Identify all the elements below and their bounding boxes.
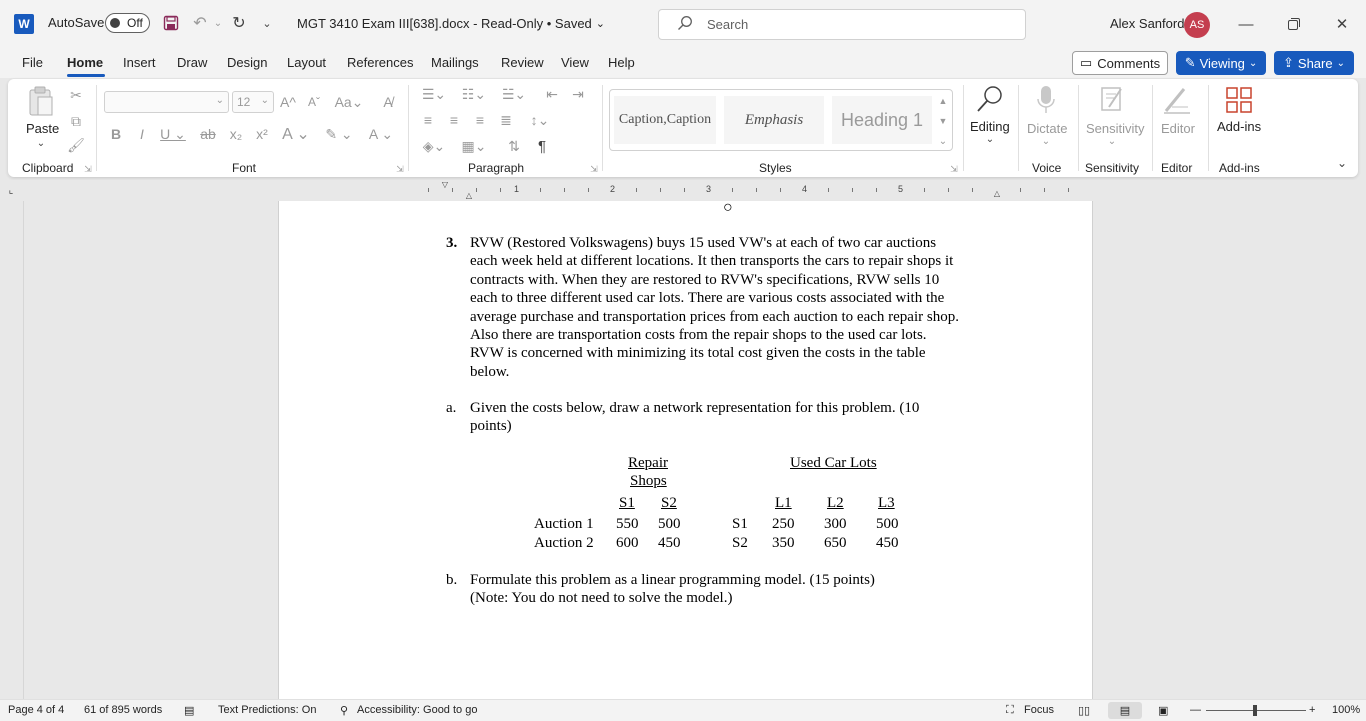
- table-cell: 450: [658, 535, 681, 551]
- ruler-tick: [732, 188, 733, 192]
- ruler-number: 2: [610, 184, 616, 194]
- customize-qat-icon[interactable]: ⌄: [262, 17, 272, 30]
- borders-icon[interactable]: ▦⌄: [461, 137, 487, 154]
- add-ins-icon[interactable]: [1224, 85, 1254, 115]
- ruler-tick: [1068, 188, 1069, 192]
- used-car-lots-heading: Used Car Lots: [790, 455, 877, 471]
- ruler-tick: [948, 188, 949, 192]
- restore-icon[interactable]: [1281, 12, 1307, 36]
- clear-formatting-icon[interactable]: A̸: [383, 94, 393, 110]
- style-emphasis[interactable]: Emphasis: [724, 96, 824, 144]
- repair-shops-heading: Shops: [630, 473, 667, 490]
- ruler-tick: [500, 188, 501, 192]
- pen-icon: ✎: [1184, 55, 1196, 70]
- table-cell: 500: [876, 516, 899, 532]
- part-a-line: Given the costs below, draw a network representation for this problem. (10: [470, 400, 920, 416]
- editor-icon[interactable]: [1162, 83, 1192, 117]
- accessibility-icon: ⚲: [340, 705, 349, 717]
- chevron-down-icon[interactable]: ⌄: [985, 133, 995, 145]
- ruler-tick: [828, 188, 829, 192]
- status-bar: [0, 699, 1366, 721]
- table-cell: 450: [876, 535, 899, 551]
- paragraph-group-label: Paragraph: [468, 161, 525, 175]
- read-mode-icon[interactable]: ▯▯: [1078, 705, 1091, 717]
- decrease-indent-icon[interactable]: ⇤: [546, 85, 558, 102]
- text-effects-icon[interactable]: A ⌄: [282, 126, 310, 143]
- paste-label[interactable]: Paste: [26, 121, 60, 136]
- minimize-icon[interactable]: —: [1238, 15, 1254, 33]
- change-case-icon[interactable]: Aa⌄: [334, 93, 364, 110]
- chevron-down-icon: ⌄: [595, 18, 605, 30]
- divider: [963, 85, 964, 171]
- zoom-out-icon[interactable]: —: [1190, 704, 1201, 716]
- ruler-number: 1: [514, 184, 520, 194]
- ruler-tick: [684, 188, 685, 192]
- divider: [1018, 85, 1019, 171]
- divider: [96, 85, 97, 171]
- autosave-toggle[interactable]: [105, 13, 150, 33]
- hanging-indent-marker-icon[interactable]: △: [465, 190, 473, 200]
- ruler-number: 5: [898, 184, 904, 194]
- tab-home[interactable]: Home: [67, 55, 104, 70]
- tab-draw[interactable]: Draw: [177, 55, 208, 70]
- ribbon-tabs: [0, 48, 1366, 78]
- repair-shops-heading: Repair: [628, 455, 668, 471]
- styles-gallery: [609, 89, 953, 151]
- part-a-label: a.: [446, 400, 457, 416]
- chevron-down-icon: ⌄: [215, 95, 224, 106]
- print-layout-icon[interactable]: ▤: [1108, 702, 1142, 719]
- page-count[interactable]: Page 4 of 4: [8, 704, 65, 716]
- ruler-tick: [428, 188, 429, 192]
- clipboard-group-label: Clipboard: [22, 161, 74, 175]
- chevron-down-icon: ⌄: [1336, 57, 1345, 69]
- ruler-tick: [564, 188, 565, 192]
- styles-group-label: Styles: [759, 161, 792, 175]
- highlight-icon[interactable]: ✎ ⌄: [325, 125, 353, 142]
- collapse-ribbon-icon[interactable]: ⌄: [1336, 156, 1348, 170]
- font-name-field[interactable]: [104, 91, 229, 113]
- paste-icon[interactable]: [28, 85, 54, 117]
- scroll-down-icon[interactable]: ▼: [938, 116, 948, 126]
- undo-dropdown-icon[interactable]: ⌄: [213, 17, 223, 29]
- dialog-launcher-icon[interactable]: ⇲: [950, 163, 958, 174]
- line-spacing-icon[interactable]: ↕⌄: [530, 111, 550, 128]
- part-b-line: Formulate this problem as a linear programming model. (15 points): [470, 572, 875, 588]
- autosave-label: AutoSave: [48, 15, 105, 30]
- chevron-down-icon: ⌄: [1248, 57, 1258, 69]
- scroll-up-icon[interactable]: ▲: [938, 96, 948, 106]
- zoom-slider-thumb[interactable]: [1253, 705, 1257, 716]
- bullets-icon[interactable]: ☰⌄: [421, 85, 447, 102]
- divider: [408, 85, 409, 171]
- underline-icon[interactable]: U ⌄: [160, 125, 186, 142]
- dialog-launcher-icon[interactable]: ⇲: [396, 163, 404, 174]
- ruler-tick: [636, 188, 637, 192]
- shrink-font-icon[interactable]: Aˇ: [308, 95, 320, 109]
- align-right-icon[interactable]: ≡: [475, 112, 485, 128]
- autosave-state: Off: [127, 16, 143, 30]
- table-col-header: S1: [619, 495, 635, 511]
- justify-icon[interactable]: ≣: [500, 111, 512, 128]
- table-col-header: L2: [827, 495, 844, 511]
- question-line: below.: [470, 363, 510, 380]
- zoom-level[interactable]: 100%: [1332, 704, 1361, 716]
- tab-references[interactable]: References: [347, 55, 414, 70]
- first-line-indent-marker-icon[interactable]: ▽: [441, 179, 449, 189]
- table-cell: 300: [824, 516, 847, 532]
- dialog-launcher-icon[interactable]: ⇲: [84, 163, 92, 174]
- chevron-down-icon[interactable]: ⌄: [1107, 135, 1117, 147]
- word-count[interactable]: 61 of 895 words: [84, 704, 163, 716]
- sensitivity-button-label[interactable]: Sensitivity: [1086, 121, 1145, 136]
- document-title[interactable]: [297, 16, 605, 31]
- accessibility-status[interactable]: Accessibility: Good to go: [357, 704, 478, 716]
- table-cell: 650: [824, 535, 847, 551]
- search-box[interactable]: [658, 9, 1026, 40]
- save-icon[interactable]: [160, 12, 182, 34]
- dialog-launcher-icon[interactable]: ⇲: [590, 163, 598, 174]
- style-caption[interactable]: Caption,Caption: [614, 96, 716, 144]
- ruler-tick: [1020, 188, 1021, 192]
- tab-design[interactable]: Design: [227, 55, 268, 70]
- undo-icon[interactable]: ↶: [193, 15, 207, 32]
- tab-insert[interactable]: Insert: [123, 55, 156, 70]
- more-styles-icon[interactable]: ⌄: [938, 135, 948, 147]
- tab-selector-icon[interactable]: ⌞: [8, 184, 14, 196]
- editor-group-label: Editor: [1161, 161, 1193, 175]
- ruler-tick: [852, 188, 853, 192]
- show-formatting-icon[interactable]: ¶: [537, 137, 547, 155]
- zoom-in-icon[interactable]: +: [1309, 704, 1316, 716]
- ruler-tick: [476, 188, 477, 192]
- sensitivity-group-label: Sensitivity: [1085, 161, 1140, 175]
- comments-button[interactable]: [1072, 51, 1168, 75]
- tab-mailings[interactable]: Mailings: [431, 55, 479, 70]
- share-button[interactable]: [1274, 51, 1354, 75]
- add-ins-group-label: Add-ins: [1219, 161, 1260, 175]
- comments-label: Comments: [1097, 55, 1161, 71]
- ruler-tick: [756, 188, 757, 192]
- vertical-ruler: [0, 201, 24, 699]
- voice-group-label: Voice: [1032, 161, 1062, 175]
- ruler-tick: [924, 188, 925, 192]
- increase-indent-icon[interactable]: ⇥: [572, 85, 584, 102]
- copy-icon[interactable]: ⧉: [71, 112, 81, 129]
- question-line: RVW (Restored Volkswagens) buys 15 used VW's at each of two car auctions: [470, 235, 937, 251]
- font-color-icon[interactable]: A ⌄: [368, 125, 394, 142]
- chevron-down-icon: ⌄: [260, 95, 269, 106]
- font-size-field[interactable]: [232, 91, 274, 113]
- focus-mode[interactable]: Focus: [1024, 704, 1054, 716]
- chevron-down-icon[interactable]: ⌄: [36, 137, 46, 149]
- numbering-icon[interactable]: ☷⌄: [461, 85, 487, 102]
- text-predictions[interactable]: Text Predictions: On: [218, 704, 317, 716]
- font-group-label: Font: [232, 161, 257, 175]
- editor-button-label[interactable]: Editor: [1161, 121, 1195, 136]
- part-a-line: points): [470, 418, 512, 435]
- question-line: each to three different used car lots. There are various costs associated with the: [470, 290, 945, 307]
- table-cell: 550: [616, 516, 639, 532]
- search-icon: [677, 15, 693, 36]
- bold-icon[interactable]: B: [110, 126, 122, 142]
- subscript-icon[interactable]: x₂: [229, 126, 243, 142]
- viewing-button[interactable]: [1176, 51, 1266, 75]
- table-cell: 500: [658, 516, 681, 532]
- question-number: 3.: [446, 235, 458, 251]
- tab-help[interactable]: Help: [608, 55, 635, 70]
- ruler-number: 4: [802, 184, 808, 194]
- word-logo-icon: W: [14, 14, 34, 34]
- part-b-label: b.: [446, 572, 458, 588]
- document-title-text: MGT 3410 Exam III[638].docx - Read-Only • Saved: [297, 16, 592, 31]
- table-col-header: L1: [775, 495, 792, 511]
- find-icon[interactable]: [974, 83, 1006, 115]
- document-page[interactable]: [278, 201, 1093, 699]
- editing-label[interactable]: Editing: [970, 119, 1010, 134]
- add-ins-button-label[interactable]: Add-ins: [1217, 119, 1262, 134]
- question-line: RVW is concerned with minimizing its total cost given the costs in the table: [470, 345, 926, 362]
- redo-icon[interactable]: ↻: [232, 15, 246, 32]
- loading-spinner-icon: ○: [723, 199, 733, 216]
- multilevel-list-icon[interactable]: ☱⌄: [501, 85, 527, 102]
- tab-file[interactable]: File: [22, 55, 43, 70]
- sensitivity-icon[interactable]: [1098, 83, 1128, 117]
- grow-font-icon[interactable]: A^: [280, 94, 296, 110]
- table-cell: 250: [772, 516, 795, 532]
- proofing-icon[interactable]: ▤: [184, 705, 195, 717]
- align-center-icon[interactable]: ≡: [449, 112, 459, 128]
- focus-icon: ⛶: [1006, 704, 1014, 716]
- shading-icon[interactable]: ◈⌄: [422, 137, 446, 154]
- web-layout-icon[interactable]: ▣: [1158, 705, 1169, 717]
- share-label: Share: [1297, 55, 1333, 71]
- title-bar: [0, 0, 1366, 48]
- share-icon: ⇪: [1283, 55, 1294, 70]
- tab-review[interactable]: Review: [501, 55, 544, 70]
- dictate-label[interactable]: Dictate: [1027, 121, 1068, 136]
- search-placeholder: Search: [707, 17, 749, 32]
- active-tab-indicator: [67, 74, 105, 77]
- divider: [1078, 85, 1079, 171]
- strikethrough-icon[interactable]: ab: [200, 126, 216, 142]
- italic-icon[interactable]: I: [140, 126, 144, 142]
- table-col-header: S2: [661, 495, 677, 511]
- question-line: each week held at different locations. It then transports the cars to repair shops it: [470, 253, 954, 270]
- sort-icon[interactable]: ⇅: [508, 137, 520, 154]
- right-indent-marker-icon[interactable]: △: [993, 188, 1001, 198]
- chevron-down-icon[interactable]: ⌄: [1041, 135, 1051, 147]
- ribbon: [8, 79, 1358, 177]
- ruler-tick: [972, 188, 973, 192]
- user-name: Alex Sanford: [1110, 16, 1185, 31]
- table-row-label: S1: [732, 516, 748, 532]
- cut-icon[interactable]: ✂: [70, 86, 82, 103]
- question-line: average purchase and transportation prices from each auction to each repair shop.: [470, 308, 959, 325]
- horizontal-ruler: [0, 180, 1366, 200]
- toggle-knob-icon: [110, 18, 120, 28]
- table-cell: 600: [616, 535, 639, 551]
- font-size-value: 12: [237, 95, 251, 109]
- superscript-icon[interactable]: x²: [256, 126, 268, 142]
- ruler-tick: [540, 188, 541, 192]
- format-painter-icon[interactable]: 🖌: [67, 136, 85, 153]
- avatar[interactable]: AS: [1184, 12, 1210, 38]
- ruler-tick: [1044, 188, 1045, 192]
- close-icon[interactable]: ✕: [1335, 16, 1349, 33]
- ruler-tick: [588, 188, 589, 192]
- ruler-tick: [660, 188, 661, 192]
- ruler-tick: [876, 188, 877, 192]
- style-heading-1[interactable]: Heading 1: [832, 96, 932, 144]
- ruler-number: 3: [706, 184, 712, 194]
- table-row-label: Auction 2: [534, 535, 594, 551]
- ruler-tick: [452, 188, 453, 192]
- tab-view[interactable]: View: [561, 55, 589, 70]
- divider: [602, 85, 603, 171]
- divider: [1208, 85, 1209, 171]
- table-cell: 350: [772, 535, 795, 551]
- question-line: Also there are transportation costs from the repair shops to the used car lots.: [470, 327, 927, 343]
- table-row-label: S2: [732, 535, 748, 551]
- align-left-icon[interactable]: ≡: [423, 112, 433, 128]
- divider: [1152, 85, 1153, 171]
- viewing-label: Viewing: [1199, 55, 1245, 71]
- table-row-label: Auction 1: [534, 516, 594, 532]
- ruler-tick: [780, 188, 781, 192]
- microphone-icon[interactable]: [1034, 83, 1058, 117]
- comment-icon: ▭: [1079, 55, 1093, 70]
- tab-layout[interactable]: Layout: [287, 55, 327, 70]
- table-col-header: L3: [878, 495, 895, 511]
- part-b-line: (Note: You do not need to solve the model.): [470, 590, 733, 607]
- question-line: contracts with. When they are restored to RVW's specifications, RVW sells 10: [470, 271, 940, 288]
